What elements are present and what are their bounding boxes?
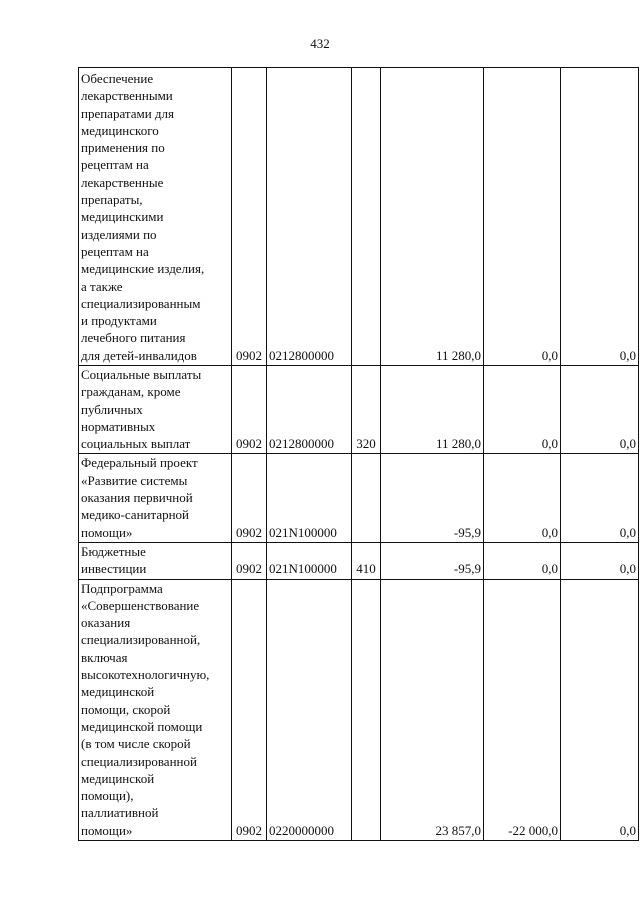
table-row: [79, 68, 639, 366]
row-name: [79, 454, 232, 542]
expense-type-code: [352, 68, 381, 366]
amount-year-1: -95,9: [381, 454, 484, 542]
amount-year-1: 23 857,0: [381, 579, 484, 840]
row-name-line: паллиативной: [81, 805, 159, 821]
target-article-code: 0212800000: [267, 68, 352, 366]
row-name-line: Социальные выплаты: [81, 367, 202, 382]
row-name: [79, 366, 232, 454]
row-name-line: инвестиции: [81, 561, 147, 577]
row-name-line: и продуктами: [81, 313, 157, 329]
row-name-line: препаратами для: [81, 105, 175, 121]
row-name-line: медицинской: [81, 684, 155, 700]
row-name-line: специализированной,: [81, 632, 201, 648]
table-row: [79, 454, 639, 542]
amount-year-3: 0,0: [561, 454, 639, 542]
page-number: 432: [310, 36, 330, 51]
row-name-line: медицинской: [81, 770, 155, 786]
amount-year-3: 0,0: [561, 366, 639, 454]
row-name-line: гражданам, кроме: [81, 384, 181, 400]
row-name-line: социальных выплат: [81, 436, 191, 452]
budget-table-body: [79, 68, 639, 841]
amount-year-2: 0,0: [484, 68, 561, 366]
amount-year-3: 0,0: [561, 542, 639, 579]
table-row: [79, 542, 639, 579]
row-name-line: публичных: [81, 401, 143, 417]
row-name-line: помощи»: [81, 524, 133, 540]
row-name-line: для детей-инвалидов: [81, 347, 197, 363]
amount-year-2: 0,0: [484, 454, 561, 542]
row-name-line: высокотехнологичную,: [81, 667, 210, 683]
row-name: [79, 542, 232, 579]
row-name-line: применения по: [81, 140, 165, 156]
amount-year-1: 11 280,0: [381, 366, 484, 454]
row-name-line: (в том числе скорой: [81, 736, 191, 752]
row-name: [79, 579, 232, 840]
row-name-line: «Развитие системы: [81, 472, 188, 488]
row-name-line: включая: [81, 649, 128, 665]
row-name-line: помощи»: [81, 822, 133, 838]
row-name-line: помощи, скорой: [81, 701, 171, 717]
section-code: 0902: [232, 68, 267, 366]
row-name-line: специализированным: [81, 295, 201, 311]
table-row: [79, 366, 639, 454]
row-name-line: рецептам на: [81, 243, 149, 259]
amount-year-2: 0,0: [484, 542, 561, 579]
target-article-code: 021N100000: [267, 542, 352, 579]
section-code: 0902: [232, 454, 267, 542]
row-name-line: Федеральный проект: [81, 455, 198, 471]
section-code: 0902: [232, 542, 267, 579]
row-name-line: лечебного питания: [81, 330, 186, 346]
row-name-line: Подпрограмма: [81, 580, 163, 596]
target-article-code: 021N100000: [267, 454, 352, 542]
amount-year-1: -95,9: [381, 542, 484, 579]
row-name-line: «Совершенствование: [81, 597, 200, 613]
row-name-line: оказания: [81, 615, 131, 631]
amount-year-1: 11 280,0: [381, 68, 484, 366]
row-name-line: Обеспечение: [81, 70, 154, 86]
amount-year-3: 0,0: [561, 68, 639, 366]
row-name-line: лекарственными: [81, 88, 173, 104]
amount-year-3: 0,0: [561, 579, 639, 840]
amount-year-2: 0,0: [484, 366, 561, 454]
row-name-line: изделиями по: [81, 226, 157, 242]
row-name-line: медико-санитарной: [81, 507, 190, 523]
section-code: 0902: [232, 366, 267, 454]
row-name-line: медицинского: [81, 122, 159, 138]
expense-type-code: 410: [352, 542, 381, 579]
row-name: [79, 68, 232, 366]
row-name-line: специализированной: [81, 753, 197, 769]
expense-type-code: [352, 579, 381, 840]
row-name-line: рецептам на: [81, 157, 149, 173]
table-row: [79, 579, 639, 840]
row-name-line: а также: [81, 278, 123, 294]
expense-type-code: [352, 454, 381, 542]
amount-year-2: -22 000,0: [484, 579, 561, 840]
row-name-line: Бюджетные: [81, 543, 146, 559]
target-article-code: 0220000000: [267, 579, 352, 840]
row-name-line: оказания первичной: [81, 490, 193, 506]
budget-table: [78, 67, 639, 841]
expense-type-code: 320: [352, 366, 381, 454]
row-name-line: медицинской помощи: [81, 718, 203, 734]
row-name-line: препараты,: [81, 192, 143, 208]
row-name-line: помощи),: [81, 788, 134, 804]
row-name-line: медицинскими: [81, 209, 164, 225]
target-article-code: 0212800000: [267, 366, 352, 454]
section-code: 0902: [232, 579, 267, 840]
row-name-line: лекарственные: [81, 174, 164, 190]
row-name-line: нормативных: [81, 418, 156, 434]
row-name-line: медицинские изделия,: [81, 261, 205, 277]
